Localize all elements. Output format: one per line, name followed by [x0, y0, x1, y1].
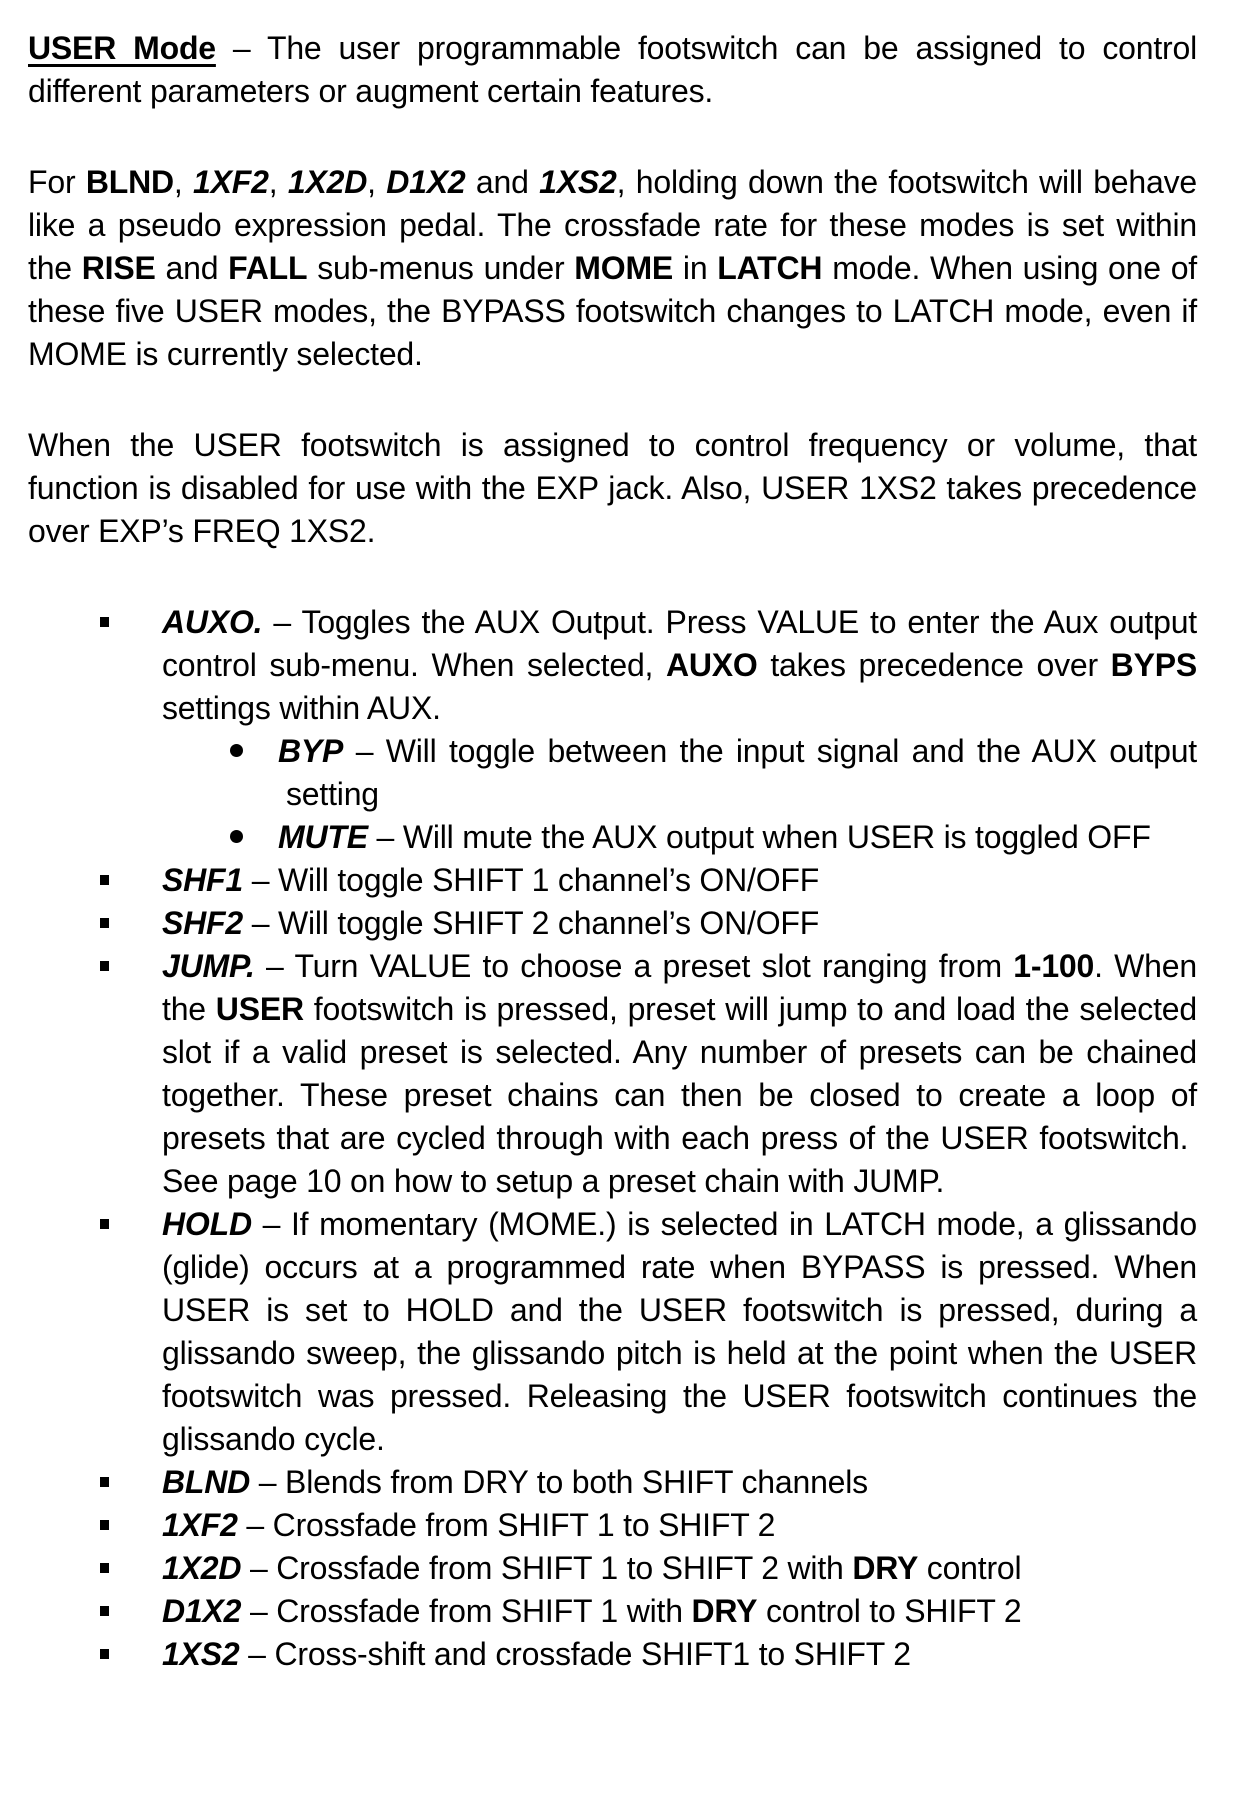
round-bullet-icon	[230, 744, 243, 757]
text-run: – The user programmable footswitch can be assigned to control different parameters or augment certain features.	[28, 30, 1197, 109]
square-bullet-icon	[100, 1477, 109, 1487]
emphasis-run: SHF1	[162, 862, 243, 898]
text-run: takes precedence over	[757, 647, 1111, 683]
emphasis-run: 1XF2	[193, 164, 269, 200]
square-bullet-icon	[100, 961, 109, 971]
text-run: footswitch is pressed, preset will jump to and load the selected slot if a valid preset is selected. Any number of presets can be chained together. These preset chains can then be closed to create a loop of presets that are cycled through with each press of the USER footswitch. See page 10 on how to setup a preset chain with JUMP.	[162, 991, 1197, 1199]
emphasis-run: SHF2	[162, 905, 243, 941]
emphasis-run: BYPS	[1110, 647, 1197, 683]
emphasis-run: USER	[215, 991, 304, 1027]
text-run: in	[673, 250, 718, 286]
text-run: When the USER footswitch is assigned to control frequency or volume, that function is disabled for use with the EXP jack. Also, USER 1XS2 takes precedence over EXP’s FREQ 1XS2.	[28, 427, 1197, 549]
text-run: control to SHIFT 2	[757, 1593, 1022, 1629]
text-run: – If momentary (MOME.) is selected in LATCH mode, a glissando (glide) occurs at a programmed rate when BYPASS is pressed. When USER is set to HOLD and the USER footswitch is pressed, during a glissando sweep, the glissando pitch is held at the point when the USER footswitch was pressed. Releasing the USER footswitch continues the glissando cycle.	[162, 1206, 1197, 1457]
square-bullet-icon	[100, 617, 109, 627]
square-bullet-icon	[100, 918, 109, 928]
list-item-shf2	[28, 902, 1197, 945]
emphasis-run: 1X2D	[162, 1550, 242, 1586]
text-run: – Will mute the AUX output when USER is toggled OFF	[367, 819, 1151, 855]
square-bullet-icon	[100, 1606, 109, 1616]
list-item-text	[162, 604, 1197, 726]
user-mode-bullet-list	[28, 601, 1197, 1676]
text-run: ,	[173, 164, 194, 200]
text-run: mode. When using one of these five USER modes, the BYPASS footswitch changes to LATCH mode, even if MOME is currently selected.	[28, 250, 1197, 372]
square-bullet-icon	[100, 875, 109, 885]
emphasis-run: MUTE	[278, 819, 368, 855]
emphasis-run: DRY	[691, 1593, 758, 1629]
list-item-text	[162, 1550, 1021, 1586]
emphasis-run: DRY	[852, 1550, 919, 1586]
text-run: control	[918, 1550, 1022, 1586]
emphasis-run: D1X2	[386, 164, 466, 200]
list-item-text	[278, 733, 1197, 812]
list-item-text	[162, 1507, 775, 1543]
text-run: – Crossfade from SHIFT 1 to SHIFT 2 with	[241, 1550, 853, 1586]
emphasis-run: BYP	[278, 733, 344, 769]
text-run: ,	[367, 164, 387, 200]
list-item-text	[162, 948, 1197, 1199]
list-item-1xf2	[28, 1504, 1197, 1547]
text-run: and	[155, 250, 229, 286]
text-run: – Blends from DRY to both SHIFT channels	[250, 1464, 868, 1500]
emphasis-run: BLND	[162, 1464, 251, 1500]
list-item-jump	[28, 945, 1197, 1203]
emphasis-run: FALL	[228, 250, 308, 286]
list-item-1xs2	[28, 1633, 1197, 1676]
text-run: – Will toggle between the input signal and the AUX output setting	[286, 733, 1197, 812]
list-item-text	[162, 905, 819, 941]
round-bullet-icon	[230, 830, 243, 843]
emphasis-run: D1X2	[162, 1593, 242, 1629]
text-run: – Turn VALUE to choose a preset slot ranging from	[254, 948, 1014, 984]
text-run: sub-menus under	[307, 250, 575, 286]
emphasis-run: LATCH	[717, 250, 823, 286]
list-item-1x2d	[28, 1547, 1197, 1590]
square-bullet-icon	[100, 1219, 109, 1229]
list-item-text	[162, 862, 819, 898]
list-item-d1x2	[28, 1590, 1197, 1633]
square-bullet-icon	[100, 1563, 109, 1573]
emphasis-run: JUMP.	[162, 948, 255, 984]
list-item-auxo	[28, 601, 1197, 730]
paragraph-exp-jack	[28, 424, 1197, 553]
text-run: . When the	[162, 948, 1197, 1027]
text-run: – Toggles the AUX Output. Press VALUE to enter the Aux output control sub-menu. When selected,	[162, 604, 1197, 683]
emphasis-run: 1XS2	[539, 164, 617, 200]
emphasis-run: RISE	[81, 250, 156, 286]
emphasis-run: 1XF2	[162, 1507, 238, 1543]
text-run: ,	[268, 164, 288, 200]
text-run: , holding down the footswitch will behave like a pseudo expression pedal. The crossfade rate for these modes is set within the	[28, 164, 1197, 286]
emphasis-run: 1X2D	[287, 164, 368, 200]
list-item-blnd	[28, 1461, 1197, 1504]
list-item-text	[162, 1593, 1021, 1629]
list-item-shf1	[28, 859, 1197, 902]
text-run: – Will toggle SHIFT 1 channel’s ON/OFF	[243, 862, 820, 898]
emphasis-run: AUXO.	[162, 604, 263, 640]
text-run: and	[465, 164, 540, 200]
list-item-byp	[28, 730, 1197, 816]
text-run: settings within AUX.	[162, 690, 441, 726]
emphasis-run: USER Mode	[28, 30, 216, 66]
square-bullet-icon	[100, 1520, 109, 1530]
emphasis-run: HOLD	[162, 1206, 252, 1242]
list-item-text	[162, 1464, 868, 1500]
square-bullet-icon	[100, 1649, 109, 1659]
list-item-hold	[28, 1203, 1197, 1461]
text-run: – Cross-shift and crossfade SHIFT1 to SHIFT 2	[239, 1636, 911, 1672]
emphasis-run: 1-100	[1013, 948, 1095, 984]
emphasis-run: MOME	[574, 250, 674, 286]
list-item-mute	[28, 816, 1197, 859]
emphasis-run: 1XS2	[162, 1636, 240, 1672]
list-item-text	[278, 819, 1151, 855]
paragraph-pseudo-expression	[28, 161, 1197, 376]
list-item-text	[162, 1206, 1197, 1457]
text-run: – Crossfade from SHIFT 1 to SHIFT 2	[237, 1507, 776, 1543]
paragraph-user-mode	[28, 27, 1197, 113]
list-item-text	[162, 1636, 911, 1672]
text-run: – Crossfade from SHIFT 1 with	[241, 1593, 692, 1629]
emphasis-run: AUXO	[665, 647, 758, 683]
text-run: – Will toggle SHIFT 2 channel’s ON/OFF	[243, 905, 820, 941]
emphasis-run: BLND	[85, 164, 174, 200]
text-run: For	[28, 164, 86, 200]
